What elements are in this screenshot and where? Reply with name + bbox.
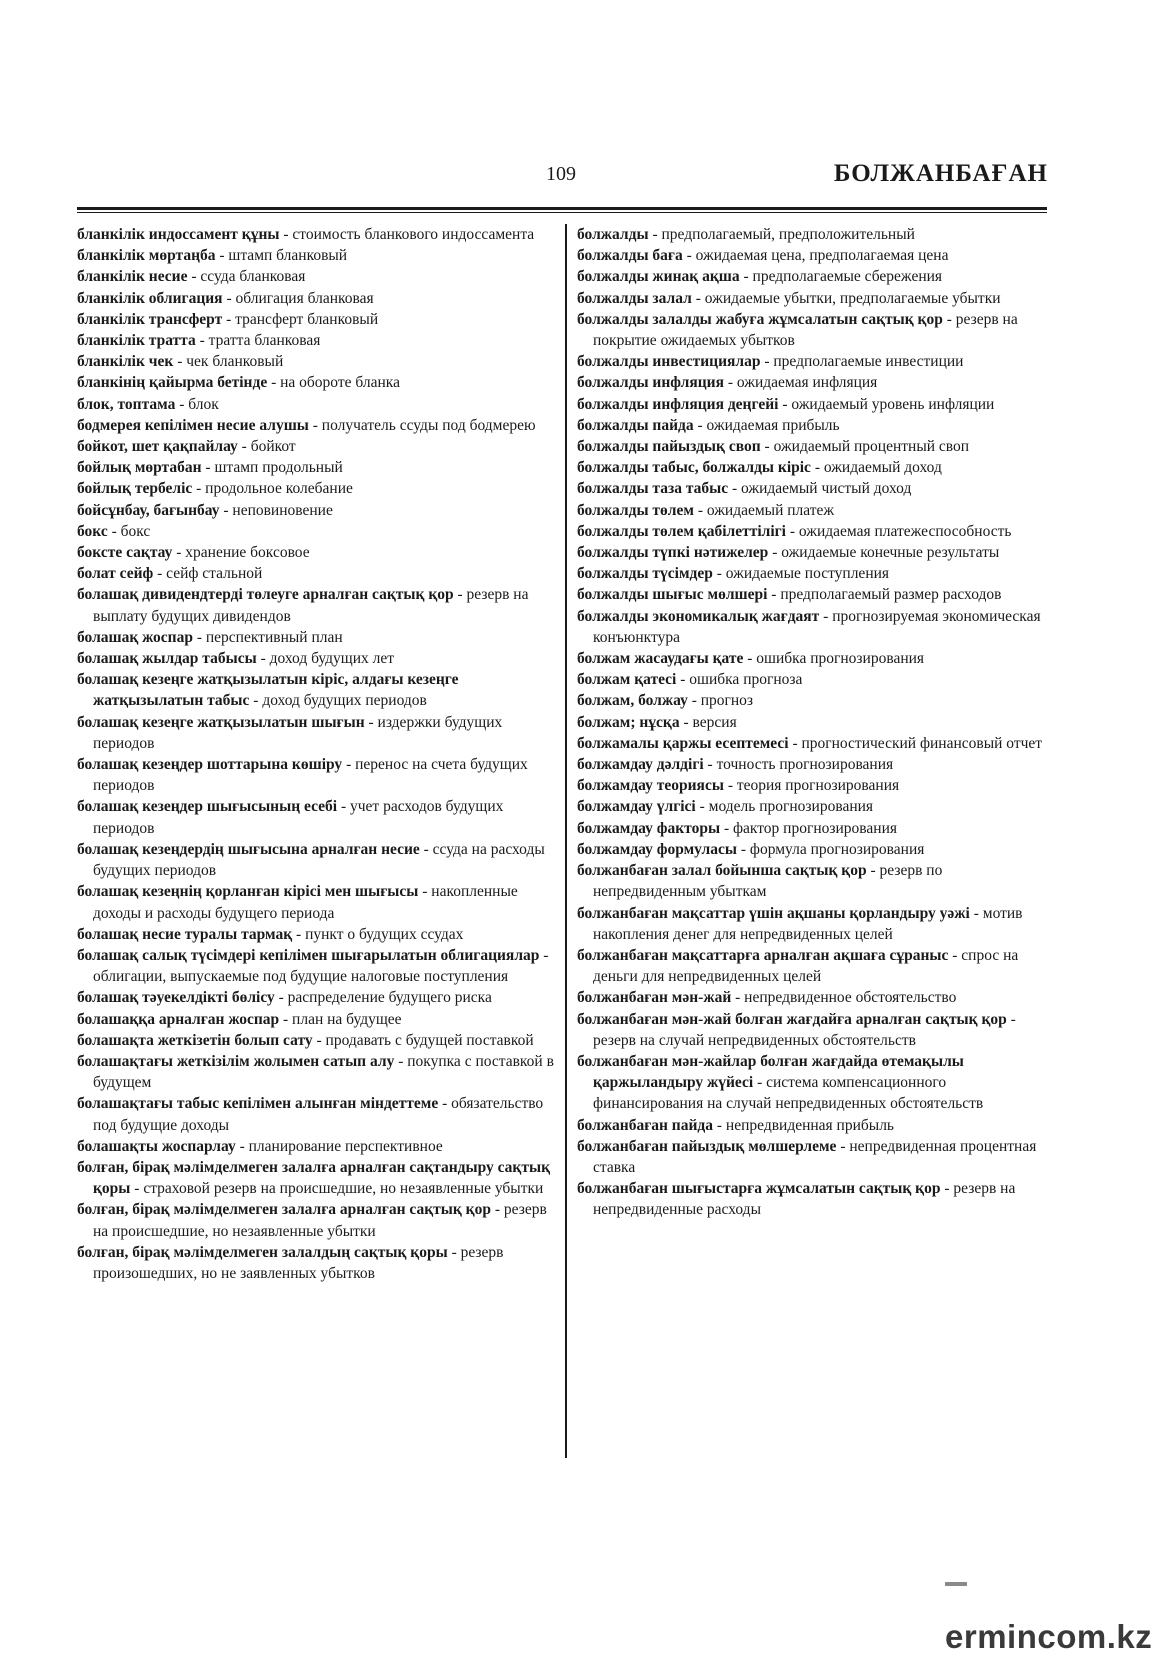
entry-definition: - резерв на покрытие ожидаемых убытков [593,310,1018,350]
entry-term: болжалды [577,226,649,243]
entry-definition: - доход будущих периодов [249,692,427,710]
dictionary-entry [77,351,557,372]
dictionary-entry [577,987,1052,1008]
entry-term: болашақ дивидендтерді төлеуге арналған сақтық қор [77,586,454,604]
entry-term: болжанбаған мән-жайлар болған жағдайда өтемақылы қаржыландыру жүйесі [577,1052,964,1092]
dictionary-entry [77,394,557,415]
dictionary-entry [577,351,1052,372]
entry-term: болған, бірақ мәлімделмеген залалдың сақтық қоры [77,1243,448,1261]
entry-term: болжамдау факторы [577,819,721,837]
entry-definition: - распределение будущего риска [274,989,492,1007]
entry-definition: - резерв на непредвиденные расходы [593,1180,1016,1219]
entry-definition: - облигации, выпускаемые под будущие налоговые поступления [93,946,549,986]
dictionary-entry [577,500,1052,521]
entry-term: болат сейф [77,565,154,583]
entry-definition: - бокс [107,522,151,540]
entry-term: болжанбаған мән-жай [577,989,732,1007]
entry-definition: - покупка с поставкой в будущем [93,1052,554,1092]
dictionary-entry [77,521,557,542]
entry-definition: - получатель ссуды под бодмерею [308,416,536,434]
entry-definition: - непредвиденная прибыль [713,1116,895,1134]
entry-term: болжамдау теориясы [577,777,724,795]
entry-term: болашақ кезеңдер шығысының есебі [77,798,338,816]
entry-term: болжалды жинақ ақша [577,268,740,286]
entry-definition: - резерв на происшедшие, но незаявленные убытки [93,1201,547,1240]
entry-definition: - чек бланковый [173,353,284,371]
entry-definition: - страховой резерв на происшедшие, но незаявленные убытки [130,1180,544,1198]
entry-definition: - тратта бланковая [195,332,321,350]
entry-term: болжалды төлем қабілеттілігі [577,522,786,540]
entry-definition: - планирование перспективное [235,1137,443,1155]
dictionary-entry [77,415,557,436]
entry-term: бланкілік чек [77,353,174,371]
entry-term: бланкілік облигация [77,289,223,307]
entry-term: болжалды табыс, болжалды кіріс [577,459,811,477]
entry-definition: - ожидаемые конечные результаты [768,544,1000,562]
dictionary-entry [577,775,1052,796]
dictionary-entry [77,584,557,626]
dictionary-entry [77,309,557,330]
entry-definition: - система компенсационного финансирования на случай непредвиденных обстоятельств [593,1074,984,1113]
entry-term: болашақ жылдар табысы [77,650,257,668]
entry-term: болжалды инвестициялар [577,353,761,371]
entry-definition: - ошибка прогнозирования [743,650,925,668]
entry-definition: - неповиновение [219,501,333,519]
entry-term: бокс [77,522,108,540]
dictionary-entry [577,372,1052,393]
entry-definition: - обязательство под будущие доходы [93,1095,544,1134]
entry-term: болашақ кезеңге жатқызылатын кіріс, алдағы кезеңге жатқызылатын табыс [77,671,459,710]
entry-term: болжам; нұсқа [577,713,680,731]
entry-definition: - модель прогнозирования [695,798,874,816]
entry-term: болжалды түсімдер [577,565,713,583]
dictionary-entry [577,415,1052,436]
dictionary-entry [77,330,557,351]
entry-definition: - облигация бланковая [222,289,374,307]
dictionary-entry [77,245,557,266]
entry-term: бланкілік трансферт [77,310,223,328]
dictionary-entry [577,839,1052,860]
entry-term: болжанбаған залал бойынша сақтық қор [577,862,867,880]
watermark-t-bar [945,1582,967,1586]
entry-definition: - ссуда на расходы будущих периодов [93,840,545,880]
entry-definition: - штамп продольный [201,459,343,477]
entry-definition: - предполагаемый, предположительный [648,226,915,243]
entry-term: болжалды түпкі нәтижелер [577,544,769,562]
dictionary-entry [577,542,1052,563]
entry-term: бланкілік несие [77,268,188,286]
dictionary-entry [577,606,1052,648]
dictionary-entry [577,521,1052,542]
entry-term: болашақты жоспарлау [77,1137,236,1155]
entry-term: болжамдау дәлдігі [577,756,704,774]
dictionary-entry [77,288,557,309]
dictionary-entry [77,1157,557,1199]
entry-definition: - бойкот [237,438,296,456]
dictionary-entry [577,712,1052,733]
entry-term: болжалды баға [577,247,683,265]
entry-term: болжам қатесі [577,671,677,689]
dictionary-entry [577,224,1052,245]
dictionary-entry [577,669,1052,690]
entry-definition: - резерв по непредвиденным убыткам [593,862,943,901]
entry-term: болашақ кезеңнің қорланған кірісі мен шығысы [77,883,419,901]
entry-term: болжалды пайда [577,416,694,434]
entry-term: болашақтағы табыс кепілімен алынған міндеттеме [77,1095,439,1113]
entry-term: болжалды залалды жабуға жұмсалатын сақтық қор [577,310,943,328]
dictionary-entry [77,881,557,923]
dictionary-entry [77,1093,557,1135]
dictionary-entry [77,1009,557,1030]
entry-term: болжанбаған мән-жай болған жағдайға арналған сақтық қор [577,1010,1007,1028]
entry-definition: - издержки будущих периодов [93,713,503,752]
entry-term: болжанбаған шығыстарға жұмсалатын сақтық қор [577,1180,941,1198]
entry-term: бойлық мөртабан [77,459,202,477]
dictionary-entry [577,903,1052,945]
dictionary-entry [577,584,1052,605]
entry-definition: - прогноз [687,692,754,710]
entry-term: бланкілік мөртаңба [77,247,216,265]
entry-definition: - теория прогнозирования [723,777,900,795]
entry-definition: - прогнозируемая экономическая конъюнктура [593,607,1041,646]
entry-definition: - версия [679,713,737,731]
dictionary-entry [577,818,1052,839]
running-head: БОЛЖАНБАҒАН [833,160,1048,187]
entry-definition: - ожидаемая прибыль [693,416,840,434]
entry-term: болған, бірақ мәлімделмеген залалға арналған сақтандыру сақтық қоры [77,1158,551,1198]
entry-definition: - ожидаемый платеж [693,501,835,519]
entry-definition: - фактор прогнозирования [720,819,897,837]
entry-definition: - спрос на деньги для непредвиденных целей [593,946,1019,986]
dictionary-entry [77,1199,557,1241]
dictionary-entry [577,478,1052,499]
entry-term: боксте сақтау [77,544,173,562]
dictionary-entry [577,690,1052,711]
entry-definition: - резерв на случай непредвиденных обстоятельств [593,1010,1016,1049]
dictionary-entry [77,1242,557,1284]
dictionary-entry [577,945,1052,987]
entry-definition: - штамп бланковый [215,247,348,265]
entry-definition: - стоимость бланкового индоссамента [279,226,535,243]
entry-term: болжанбаған мақсаттарға арналған ақшаға сұраныс [577,946,949,964]
dictionary-entry [577,1051,1052,1115]
entry-definition: - продавать с будущей поставкой [312,1031,534,1049]
entry-definition: - предполагаемые сбережения [739,268,943,286]
dictionary-entry [77,500,557,521]
entry-term: болашақ тәуекелдікті бөлісу [77,989,275,1007]
entry-term: болашақ салық түсімдері кепілімен шығарылатын облигациялар [77,946,540,964]
dictionary-entry [577,563,1052,584]
entry-term: болашақ кезеңге жатқызылатын шығын [77,713,365,731]
dictionary-entry [77,627,557,648]
entry-term: болжалды төлем [577,501,694,519]
dictionary-entry [77,457,557,478]
dictionary-entry [577,1009,1052,1051]
dictionary-entry [77,839,557,881]
entry-term: бодмерея кепілімен несие алушы [77,416,309,434]
entry-definition: - перенос на счета будущих периодов [93,756,528,795]
entry-term: болжалды инфляция [577,374,724,392]
dictionary-entry [77,224,557,245]
entry-definition: - предполагаемый размер расходов [767,586,1002,604]
entry-definition: - ожидаемый процентный своп [760,438,970,456]
entry-definition: - ожидаемый доход [810,459,942,477]
entry-definition: - формула прогнозирования [736,840,925,858]
entry-term: болжанбаған мақсаттар үшін ақшаны қорландыру уәжі [577,904,970,922]
dictionary-entry [577,796,1052,817]
entry-term: болжанбаған пайыздық мөлшерлеме [577,1137,837,1155]
entry-definition: - ожидаемые убытки, предполагаемые убытки [691,289,1001,307]
entry-term: болжамдау үлгісі [577,798,696,816]
entry-definition: - перспективный план [192,628,343,646]
entry-term: блок, топтама [77,395,176,413]
entry-definition: - блок [175,395,219,413]
dictionary-entry [77,372,557,393]
entry-term: болжалды пайыздық своп [577,438,761,456]
entry-term: болашақ кезеңдердің шығысына арналған несие [77,840,420,858]
dictionary-entry [77,669,557,711]
entry-term: болжамдау формуласы [577,840,737,858]
dictionary-entry [577,1136,1052,1178]
entry-term: болжалды шығыс мөлшері [577,586,768,604]
entry-term: бланкінің қайырма бетінде [77,374,268,392]
dictionary-entry [77,436,557,457]
entry-definition: - пункт о будущих ссудах [292,925,464,943]
entry-definition: - учет расходов будущих периодов [93,798,504,837]
entry-term: болған, бірақ мәлімделмеген залалға арналған сақтық қор [77,1201,491,1219]
entry-definition: - продольное колебание [192,480,353,498]
dictionary-entry [577,394,1052,415]
entry-definition: - непредвиденная процентная ставка [593,1137,1037,1176]
dictionary-entry [577,266,1052,287]
entry-term: бланкілік индоссамент құны [77,226,280,243]
entry-term: болашақ жоспар [77,628,193,646]
dictionary-entry [77,478,557,499]
entry-definition: - ссуда бланковая [187,268,306,286]
dictionary-entry [77,266,557,287]
entry-definition: - прогностический финансовый отчет [788,734,1043,752]
entry-definition: - накопленные доходы и расходы будущего периода [93,883,518,922]
dictionary-entry [77,924,557,945]
dictionary-entry [577,1178,1052,1220]
entry-definition: - трансферт бланковый [222,310,379,328]
entry-definition: - предполагаемые инвестиции [760,353,964,371]
dictionary-entry [77,1136,557,1157]
entry-term: болжанбаған пайда [577,1116,714,1134]
entry-term: болжамалы қаржы есептемесі [577,734,789,752]
dictionary-entry [77,542,557,563]
dictionary-entry [577,1115,1052,1136]
entry-term: бланкілік тратта [77,332,196,350]
column-divider [565,224,567,1458]
entry-definition: - ошибка прогноза [676,671,803,689]
entry-definition: - резерв произошедших, но не заявленных убытков [93,1243,504,1282]
left-column [77,224,557,1284]
dictionary-entry [577,436,1052,457]
entry-term: болжам жасаудағы қате [577,650,744,668]
entry-definition: - ожидаемая платежеспособность [786,522,1012,540]
entry-term: бойкот, шет қақпайлау [77,438,238,456]
dictionary-entry [577,245,1052,266]
site-watermark-logo [945,1580,1158,1656]
dictionary-entry [77,796,557,838]
dictionary-entry [77,1051,557,1093]
dictionary-entry [577,648,1052,669]
dictionary-entry [77,945,557,987]
entry-definition: - хранение боксовое [172,544,310,562]
entry-definition: - непредвиденное обстоятельство [731,989,957,1007]
entry-term: болашақ несие туралы тармақ [77,925,293,943]
dictionary-entry [77,712,557,754]
entry-definition: - резерв на выплату будущих дивидендов [93,586,529,625]
entry-definition: - ожидаемая инфляция [723,374,878,392]
entry-term: болжам, болжау [577,692,688,710]
entry-definition: - ожидаемые поступления [712,565,890,583]
watermark-text: ermincom [945,1618,1107,1655]
entry-term: болашаққа арналған жоспар [77,1010,280,1028]
header-rule-thin [77,212,1047,213]
entry-term: болашақтағы жеткізілім жолымен сатып алу [77,1052,395,1070]
entry-term: болжалды таза табыс [577,480,729,498]
entry-definition: - на обороте бланка [267,374,400,392]
dictionary-entry [577,754,1052,775]
entry-term: бойлық тербеліс [77,480,193,498]
dictionary-entry [77,648,557,669]
entry-term: бойсұнбау, бағынбау [77,501,220,519]
dictionary-entry [77,987,557,1008]
entry-term: болжалды инфляция деңгейі [577,395,779,413]
entry-definition: - точность прогнозирования [703,756,894,774]
watermark-domain: .kz [1106,1618,1153,1655]
entry-definition: - ожидаемый уровень инфляции [778,395,995,413]
entry-term: болжалды экономикалық жағдаят [577,607,820,625]
dictionary-entry [577,733,1052,754]
page-number: 109 [546,163,576,185]
dictionary-entry [77,754,557,796]
dictionary-entry [577,457,1052,478]
header-rule [77,207,1047,210]
entry-definition: - ожидаемая цена, предполагаемая цена [682,247,949,265]
entry-term: болжалды залал [577,289,692,307]
dictionary-entry [577,860,1052,902]
right-column [577,224,1052,1221]
entry-definition: - ожидаемый чистый доход [728,480,912,498]
entry-term: болашақ кезеңдер шоттарына көшіру [77,756,343,774]
entry-definition: - план на будущее [279,1010,402,1028]
dictionary-entry [577,288,1052,309]
dictionary-entry [77,1030,557,1051]
entry-term: болашақта жеткізетін болып сату [77,1031,313,1049]
dictionary-entry [577,309,1052,351]
entry-definition: - сейф стальной [153,565,263,583]
entry-definition: - мотив накопления денег для непредвиденных целей [593,904,1023,943]
entry-definition: - доход будущих лет [256,650,395,668]
dictionary-entry [77,563,557,584]
